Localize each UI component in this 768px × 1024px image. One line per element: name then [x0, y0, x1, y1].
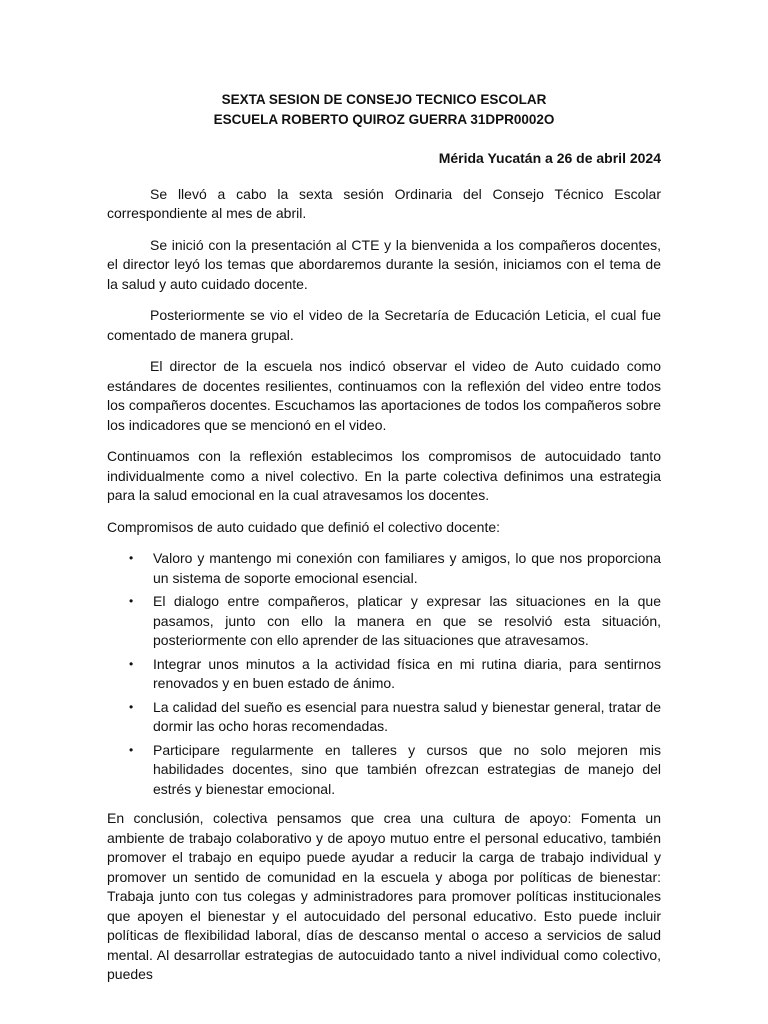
bullet-icon: •	[129, 551, 134, 565]
commitment-text: La calidad del sueño es esencial para nuestra salud y bienestar general, tratar de dormir las ocho horas recomendadas.	[153, 698, 661, 734]
list-item	[129, 592, 661, 651]
commitment-text: Valoro y mantengo mi conexión con familiares y amigos, lo que nos proporciona un sistema de soporte emocional esencial.	[153, 550, 661, 586]
paragraph-commitments-heading: Compromisos de auto cuidado que definió el colectivo docente:	[107, 518, 501, 535]
bullet-icon: •	[129, 742, 134, 757]
commitment-text: Integrar unos minutos a la actividad física en mi rutina diaria, para sentirnos renovados y en buen estado de ánimo.	[153, 655, 661, 691]
paragraph-director: El director de la escuela nos indicó observar el video de Auto cuidado como estándares de docentes resilientes, continuamos con la reflexión del video entre todos los compañeros docentes. Escuchamos las aportaciones de todos los compañeros sobre los indicadores que se mencionó en el video.	[107, 358, 661, 433]
paragraph-welcome: Se inició con la presentación al CTE y la bienvenida a los compañeros docentes, el director leyó los temas que abordaremos durante la sesión, iniciamos con el tema de la salud y auto cuidado docente.	[107, 236, 661, 292]
list-item	[129, 549, 661, 588]
paragraph-reflection: Continuamos con la reflexión establecimos los compromisos de autocuidado tanto individualmente como a nivel colectivo. En la parte colectiva definimos una estrategia para la salud emocional en la cual atravesamos los docentes.	[107, 448, 661, 503]
document-title-line-2: ESCUELA ROBERTO QUIROZ GUERRA 31DPR0002O	[213, 111, 555, 127]
list-item	[129, 655, 661, 694]
commitment-text: El dialogo entre compañeros, platicar y expresar las situaciones en la que pasamos, junto con ello la manera en que se resolvió esta situación, posteriormente con ello aprender de las situaciones que atravesamos.	[153, 593, 661, 648]
document-title-line-1: SEXTA SESION DE CONSEJO TECNICO ESCOLAR	[221, 92, 547, 107]
bullet-icon: •	[129, 699, 134, 714]
paragraph-video: Posteriormente se vio el video de la Secretaría de Educación Leticia, el cual fue comentado de manera grupal.	[107, 307, 661, 343]
bullet-icon: •	[129, 656, 134, 671]
paragraph-session-intro: Se llevó a cabo la sexta sesión Ordinaria del Consejo Técnico Escolar correspondiente al mes de abril.	[107, 185, 661, 221]
commitments-list	[107, 549, 661, 799]
list-item	[129, 698, 661, 737]
document-page	[107, 90, 661, 985]
paragraph-conclusion: En conclusión, colectiva pensamos que crea una cultura de apoyo: Fomenta un ambiente de trabajo colaborativo y de apoyo mutuo entre el personal educativo, también promover el trabajo en equipo puede ayudar a reducir la carga de trabajo individual y promover un sentido de comunidad en la escuela y aboga por políticas de bienestar: Trabaja junto con tus colegas y administradores para promover políticas institucionales que apoyen el bienestar y el autocuidado del personal educativo. Esto puede incluir políticas de flexibilidad laboral, días de descanso mental o acceso a servicios de salud mental. Al desarrollar estrategias de autocuidado tanto a nivel individual como colectivo, puedes	[107, 810, 661, 982]
place-date: Mérida Yucatán a 26 de abril 2024	[438, 150, 661, 166]
bullet-icon: •	[129, 594, 134, 608]
commitment-text: Participare regularmente en talleres y cursos que no solo mejoren mis habilidades docentes, sino que también ofrezcan estrategias de manejo del estrés y bienestar emocional.	[153, 741, 661, 797]
list-item	[129, 741, 661, 800]
